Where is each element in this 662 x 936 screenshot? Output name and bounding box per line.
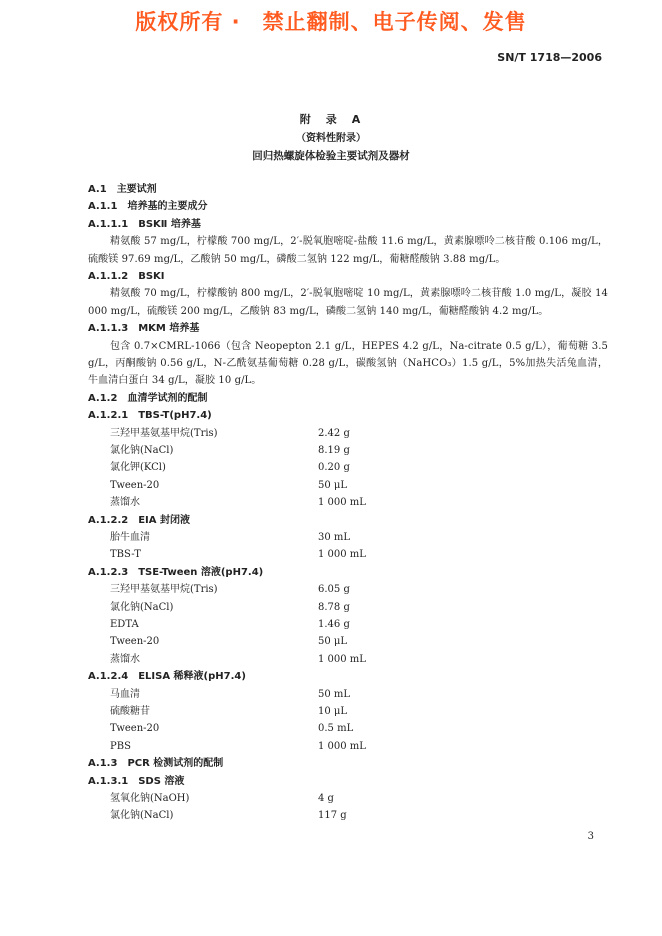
section-number: A.1.1.3 [88, 323, 129, 335]
reagent-row [88, 738, 608, 755]
reagent-name: Tween-20 [110, 479, 160, 491]
reagent-row [88, 651, 608, 668]
section-heading [88, 773, 608, 790]
reagent-row [88, 529, 608, 546]
reagent-amount: 1 000 mL [318, 549, 366, 561]
reagent-amount: 1.46 g [318, 619, 350, 631]
section-heading [88, 198, 608, 215]
standard-number: SN/T 1718—2006 [497, 51, 602, 64]
reagent-amount: 1 000 mL [318, 497, 366, 509]
section-title: 主要试剂 [116, 184, 157, 195]
section-number: A.1.2.4 [88, 671, 129, 683]
section-title: MKM 培养基 [138, 323, 200, 335]
section-paragraph: 精氨酸 70 mg/L，柠檬酸钠 800 mg/L，2′-脱氧胞嘧啶 10 mg/L，黄素腺嘌呤二核苷酸 1.0 mg/L，凝胶 14 000 mg/L，硫酸镁 200 mg/L，乙酸钠 83 mg/L，磷酸二氢钠 140 mg/L，葡糖醛酸钠 4.2 mg/L。 [88, 288, 608, 317]
reagent-amount: 0.20 g [318, 462, 350, 474]
reagent-row [88, 720, 608, 737]
reagent-row [88, 633, 608, 650]
reagent-row [88, 546, 608, 563]
reagent-amount: 30 mL [318, 532, 351, 544]
reagent-amount: 1 000 mL [318, 740, 366, 752]
reagent-row [88, 477, 608, 494]
reagent-amount: 0.5 mL [318, 723, 354, 735]
reagent-amount: 8.78 g [318, 601, 350, 613]
section-number: A.1.2.2 [88, 514, 129, 526]
reagent-amount: 1 000 mL [318, 653, 366, 665]
reagent-name: 蒸馏水 [110, 497, 140, 509]
section-title: 培养基的主要成分 [127, 201, 208, 213]
reagent-name: 胎牛血清 [110, 532, 150, 544]
reagent-name: 氯化钠(NaCl) [110, 601, 174, 613]
annex-title: 附 录 A [299, 113, 363, 126]
reagent-name: Tween-20 [110, 723, 160, 735]
section-heading [88, 755, 608, 772]
reagent-amount: 10 μL [318, 705, 348, 717]
reagent-name: 氯化钾(KCl) [110, 462, 166, 474]
section-title: EIA 封闭液 [138, 514, 190, 526]
section-title: TSE-Tween 溶液(pH7.4) [138, 566, 264, 578]
section-title: BSKⅡ 培养基 [138, 218, 201, 230]
reagent-amount: 50 μL [318, 636, 348, 648]
reagent-name: 三羟甲基氨基甲烷(Tris) [110, 584, 218, 596]
section-heading [88, 564, 608, 581]
reagent-amount: 8.19 g [318, 445, 350, 457]
section-number: A.1 [88, 184, 107, 195]
section-number: A.1.2.1 [88, 410, 129, 422]
reagent-amount: 2.42 g [318, 427, 350, 439]
copyright-watermark: 版权所有 · 禁止翻制、电子传阅、发售 [135, 10, 527, 34]
reagent-name: EDTA [110, 619, 139, 631]
reagent-row [88, 616, 608, 633]
reagent-amount: 6.05 g [318, 584, 350, 596]
section-heading [88, 407, 608, 424]
annex-type: （资料性附录） [296, 133, 366, 144]
reagent-name: 马血清 [110, 688, 140, 700]
annex-subtitle: 回归热螺旋体检验主要试剂及器材 [252, 150, 410, 162]
section-number: A.1.3 [88, 758, 118, 770]
section-title: SDS 溶液 [138, 775, 185, 787]
reagent-name: 氯化钠(NaCl) [110, 445, 174, 457]
section-paragraph: 包含 0.7×CMRL-1066（包含 Neopepton 2.1 g/L，HEPES 4.2 g/L，Na-citrate 0.5 g/L），葡萄糖 3.5 g/L，丙酮酸钠 0.56 g/L，N-乙酰氨基葡萄糖 0.28 g/L，碳酸氢钠（NaHCO₃）1.5 g/L，5%加热失活兔血清，牛血清白蛋白 34 g/L，凝胶 10 g/L。 [88, 340, 608, 387]
reagent-row [88, 494, 608, 511]
section-title: BSKⅠ [138, 271, 165, 283]
document-body [88, 178, 608, 825]
reagent-row [88, 581, 608, 598]
section-number: A.1.2.3 [88, 566, 129, 578]
page-number: 3 [587, 831, 594, 842]
section-heading [88, 320, 608, 337]
reagent-row [88, 599, 608, 616]
section-heading [88, 512, 608, 529]
section-heading [88, 216, 608, 233]
reagent-amount: 50 μL [318, 479, 348, 491]
section-paragraph: 精氨酸 57 mg/L，柠檬酸 700 mg/L，2′-脱氧胞嘧啶-盐酸 11.6 mg/L，黄素腺嘌呤二核苷酸 0.106 mg/L，硫酸镁 97.69 mg/L，乙酸钠 50 mg/L，磷酸二氢钠 122 mg/L，葡糖醛酸钠 3.88 mg/L。 [88, 236, 608, 265]
reagent-name: 氯化钠(NaCl) [110, 810, 174, 822]
reagent-name: Tween-20 [110, 636, 160, 648]
section-number: A.1.1 [88, 201, 118, 213]
reagent-name: 蒸馏水 [110, 653, 140, 665]
section-number: A.1.3.1 [88, 775, 129, 787]
reagent-amount: 117 g [318, 810, 347, 822]
section-title: 血清学试剂的配制 [127, 392, 208, 404]
reagent-row [88, 442, 608, 459]
reagent-name: 氢氧化钠(NaOH) [110, 792, 190, 804]
reagent-row [88, 459, 608, 476]
section-heading [88, 268, 608, 285]
section-heading [88, 668, 608, 685]
section-heading [88, 181, 608, 198]
reagent-amount: 4 g [318, 792, 334, 804]
reagent-amount: 50 mL [318, 688, 351, 700]
reagent-name: 硫酸糖苷 [110, 705, 150, 717]
reagent-name: TBS-T [110, 549, 141, 561]
section-number: A.1.1.1 [88, 218, 129, 230]
reagent-row [88, 807, 608, 824]
reagent-name: 三羟甲基氨基甲烷(Tris) [110, 427, 218, 439]
reagent-name: PBS [110, 740, 131, 752]
section-heading [88, 390, 608, 407]
section-number: A.1.2 [88, 392, 118, 404]
reagent-row [88, 425, 608, 442]
reagent-row [88, 790, 608, 807]
section-title: ELISA 稀释液(pH7.4) [138, 671, 246, 683]
section-number: A.1.1.2 [88, 271, 129, 283]
section-title: TBS-T(pH7.4) [138, 410, 212, 422]
reagent-row [88, 703, 608, 720]
reagent-row [88, 686, 608, 703]
section-title: PCR 检测试剂的配制 [127, 758, 224, 770]
